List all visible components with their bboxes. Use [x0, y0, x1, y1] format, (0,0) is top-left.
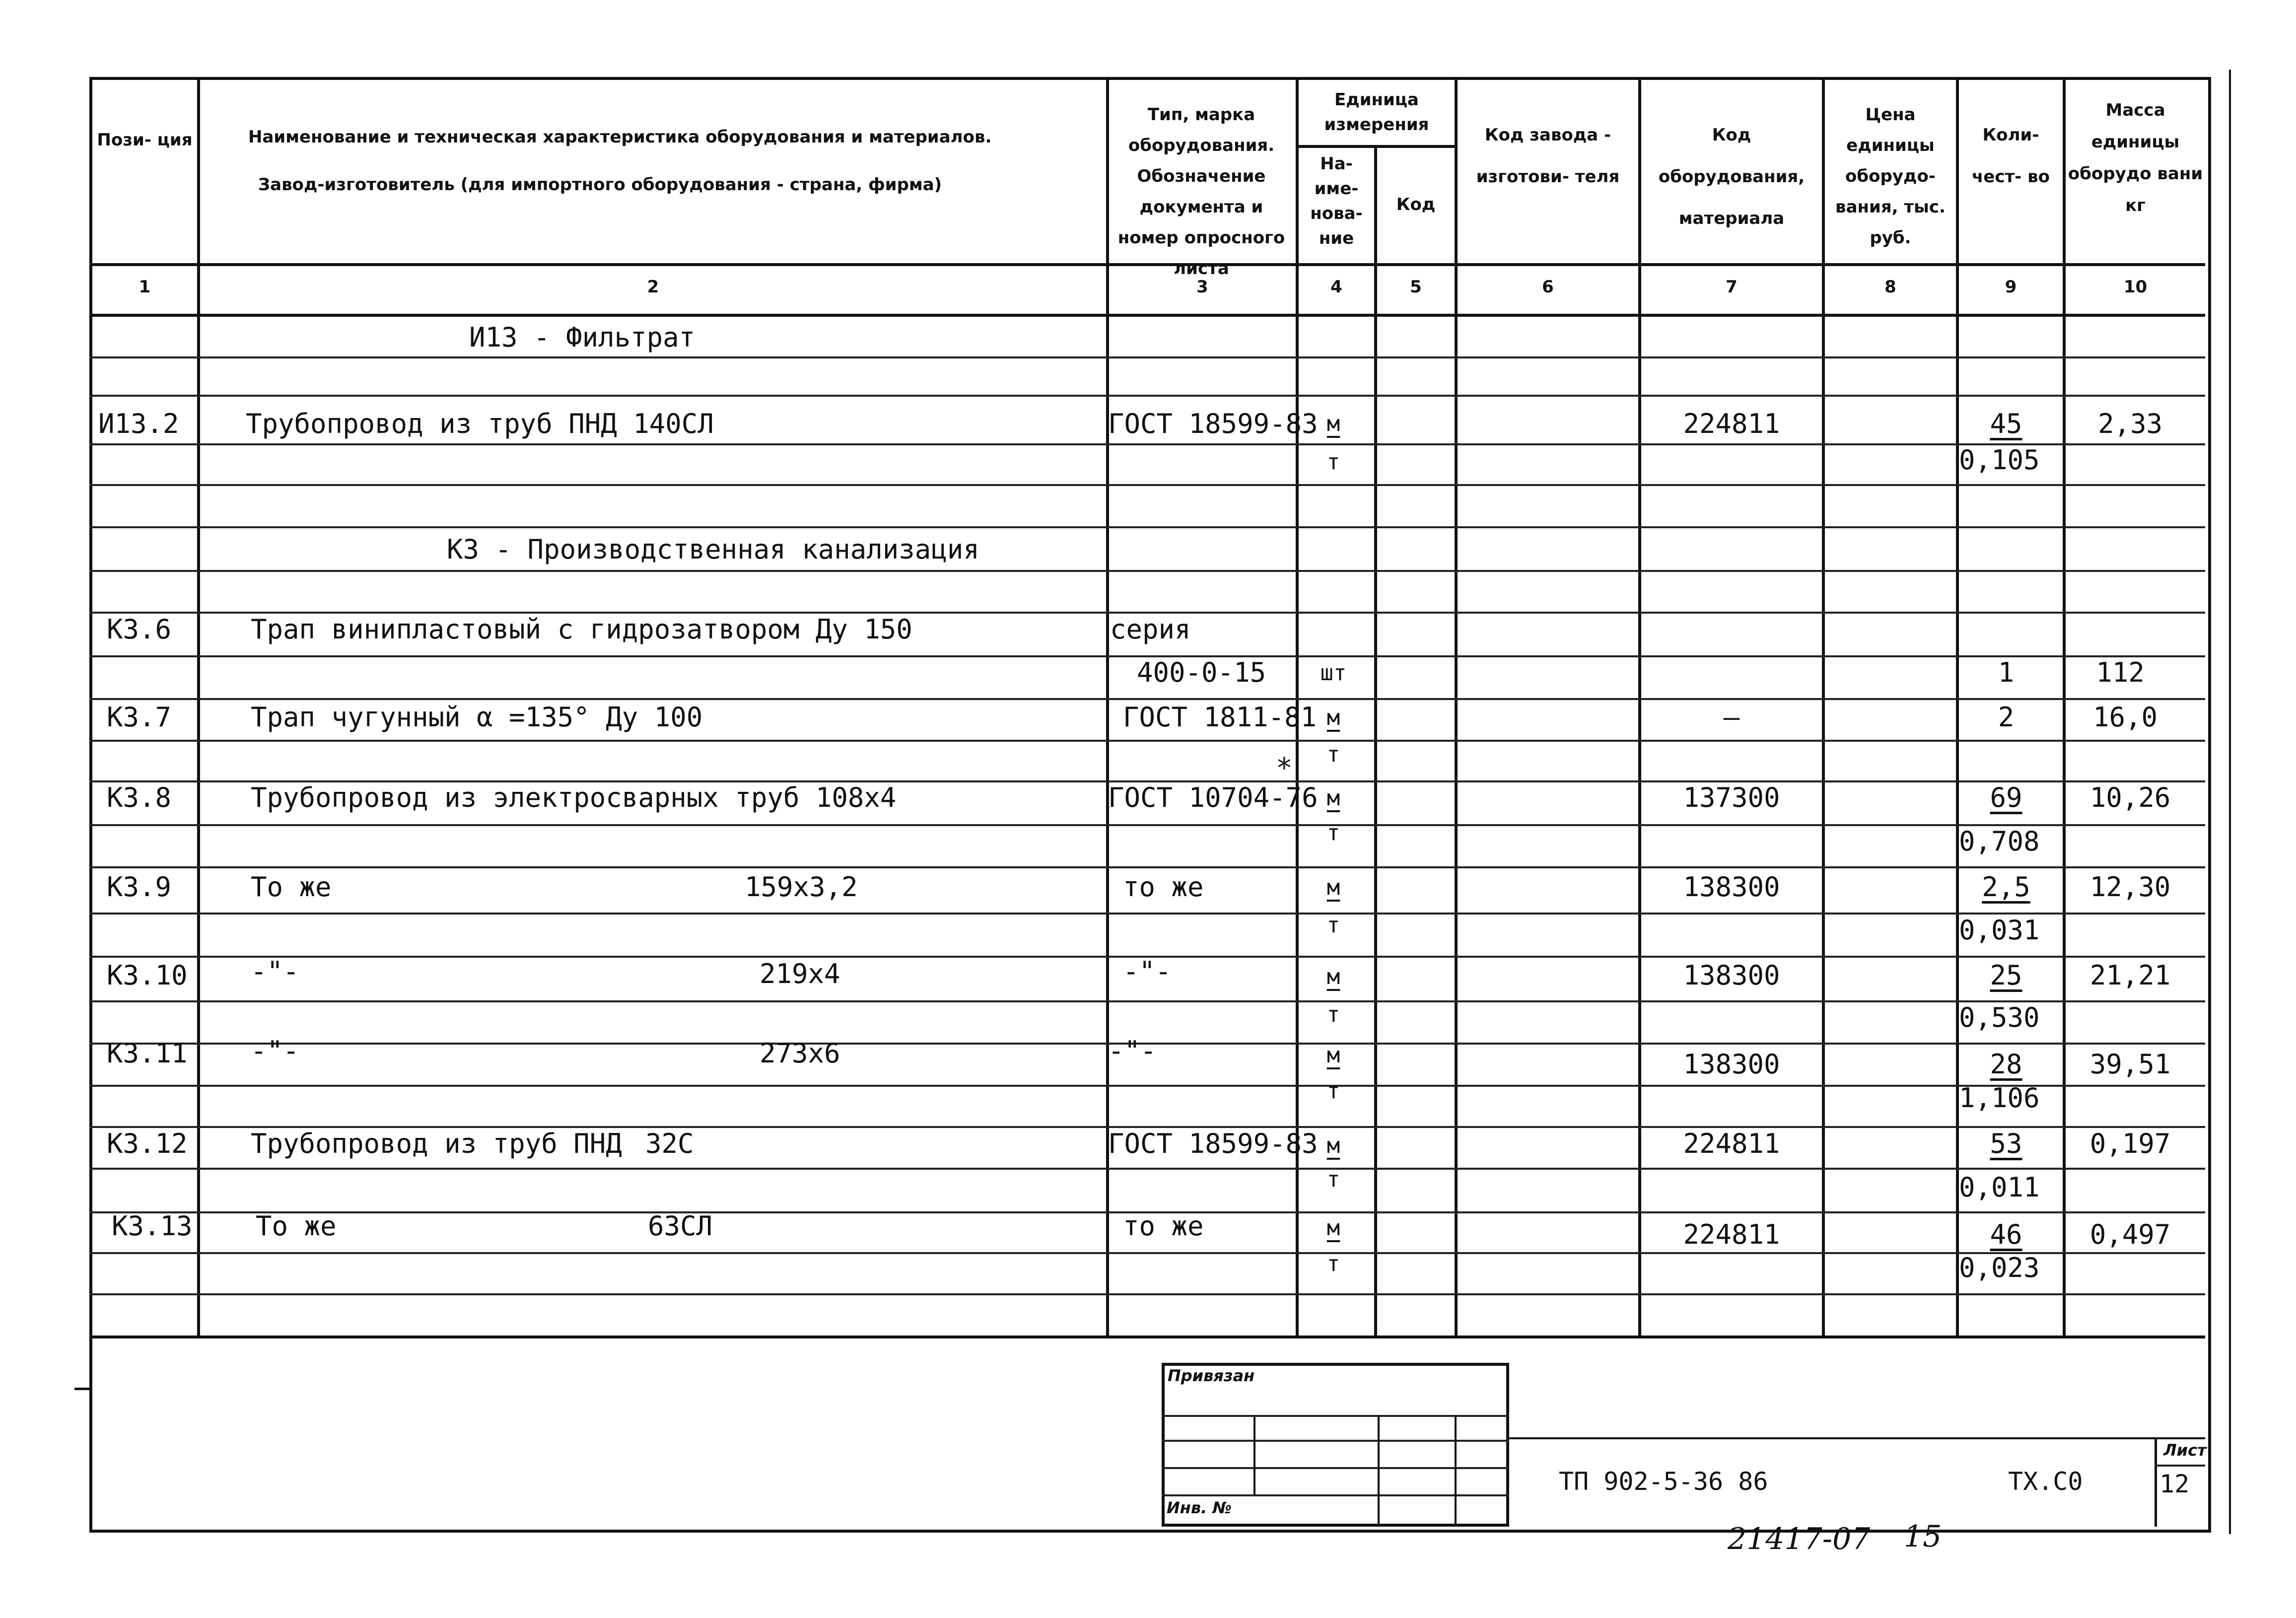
sheet-box-line	[2155, 1465, 2205, 1467]
section-title: К3 - Производственная канализация	[447, 534, 979, 565]
right-edge-line	[2229, 70, 2231, 1534]
row-line	[89, 395, 2205, 397]
header-type: Тип, марка оборудования. Обозначение документа и номер опросного листа	[1117, 105, 1285, 279]
type-doc: ГОСТ 10704-76	[1108, 782, 1318, 813]
quantity: 0,011	[1959, 1172, 2040, 1203]
row-line	[89, 570, 2205, 572]
stamp-line	[1162, 1494, 1509, 1496]
mass: 39,51	[2089, 1049, 2171, 1080]
position: К3.6	[107, 614, 172, 645]
stamp-line	[1162, 1440, 1509, 1442]
mass: 16,0	[2092, 702, 2158, 733]
item-size: 273х6	[760, 1038, 840, 1069]
item-name: То же	[256, 1210, 337, 1242]
item-name: Трап чугунный α =135° Ду 100	[251, 702, 703, 733]
handwritten-page: 15	[1904, 1519, 1942, 1554]
material-code: 137300	[1683, 782, 1780, 813]
colnum-9: 9	[2005, 277, 2017, 297]
colnum-7: 7	[1726, 277, 1738, 297]
row-line	[89, 1000, 2205, 1002]
table-bottom-line	[89, 1336, 2205, 1338]
col-line	[1455, 77, 1458, 1338]
type-doc: ГОСТ 18599-83	[1108, 408, 1318, 439]
unit: шт	[1320, 660, 1347, 686]
handwritten-number: 21417-07	[1728, 1522, 1871, 1556]
material-code: 138300	[1683, 1049, 1780, 1080]
colnum-5: 5	[1410, 277, 1422, 297]
header-mass: Масса единицы оборудо вани кг	[2068, 100, 2203, 215]
position: К3.7	[107, 702, 172, 733]
material-code: 224811	[1683, 1219, 1780, 1250]
quantity: 2	[1998, 702, 2015, 733]
item-size: 63СЛ	[648, 1210, 713, 1242]
material-code: –	[1723, 702, 1740, 733]
position: К3.13	[112, 1210, 193, 1242]
material-code: 224811	[1683, 408, 1780, 439]
item-name: Трубопровод из электросварных труб 108х4	[251, 782, 897, 813]
colnum-4: 4	[1330, 277, 1342, 297]
unit: т	[1326, 1167, 1340, 1192]
material-code: 138300	[1683, 871, 1780, 903]
unit-subheader-line	[1296, 145, 1455, 148]
unit: т	[1326, 742, 1340, 767]
header-unit-code: Код	[1396, 195, 1436, 214]
quantity: 46	[1990, 1219, 2022, 1250]
row-line	[89, 443, 2205, 445]
item-size: 219х4	[760, 958, 840, 989]
unit: м	[1326, 1133, 1340, 1158]
quantity: 0,105	[1959, 444, 2040, 476]
item-name: Трубопровод из труб ПНД	[251, 1128, 622, 1159]
colnum-2: 2	[647, 277, 659, 297]
mass: 0,497	[2089, 1219, 2171, 1250]
mass: 12,30	[2089, 871, 2171, 903]
item-name: Трап винипластовый с гидрозатвором Ду 150	[251, 614, 912, 645]
item-name: -"-	[251, 1035, 299, 1066]
row-line	[89, 913, 2205, 915]
item-name: -"-	[251, 956, 299, 987]
row-line	[89, 1293, 2205, 1295]
type-doc: то же	[1123, 1210, 1204, 1242]
position: К3.11	[107, 1038, 188, 1069]
header-plant-code: Код завода - изготови- теля	[1476, 125, 1620, 187]
row-line	[89, 1252, 2205, 1254]
row-line	[89, 740, 2205, 742]
type-doc: ГОСТ 1811-81	[1123, 702, 1317, 733]
mass: 21,21	[2089, 960, 2171, 991]
quantity: 1,106	[1959, 1082, 2040, 1114]
quantity: 0,031	[1959, 915, 2040, 946]
mass: 10,26	[2089, 782, 2171, 813]
unit: т	[1326, 1002, 1340, 1027]
stamp-line	[1162, 1467, 1509, 1469]
mass: 112	[2096, 657, 2145, 688]
footnote-mark: *	[1276, 752, 1293, 784]
quantity: 1	[1998, 657, 2015, 688]
document-mark: ТХ.С0	[2008, 1467, 2083, 1496]
type-doc: серия	[1110, 614, 1191, 645]
unit: м	[1326, 705, 1340, 730]
stamp-col	[1378, 1415, 1380, 1527]
unit: м	[1326, 964, 1340, 989]
titleblock-top	[1509, 1437, 2205, 1439]
position: К3.10	[107, 960, 188, 991]
sheet-label: Лист	[2163, 1441, 2207, 1460]
header-price: Цена единицы оборудо- вания, тыс. руб.	[1835, 105, 1946, 248]
quantity: 28	[1990, 1049, 2022, 1080]
quantity: 25	[1990, 960, 2022, 991]
colnum-1: 1	[139, 277, 151, 297]
stamp-col	[1253, 1415, 1255, 1494]
type-doc: 400-0-15	[1137, 657, 1266, 688]
position: К3.12	[107, 1128, 188, 1159]
unit: м	[1326, 785, 1340, 811]
quantity: 69	[1990, 782, 2022, 813]
document-code: ТП 902-5-36 86	[1559, 1467, 1768, 1496]
unit: м	[1326, 1043, 1340, 1068]
row-line	[89, 526, 2205, 528]
type-doc: ГОСТ 18599-83	[1108, 1128, 1318, 1159]
item-name: Трубопровод из труб ПНД 140СЛ	[246, 408, 714, 439]
unit: м	[1326, 411, 1340, 436]
col-line	[1822, 77, 1825, 1338]
unit: т	[1326, 449, 1340, 475]
quantity: 2,5	[1982, 871, 2030, 903]
stamp-line	[1162, 1415, 1509, 1417]
margin-tick	[74, 1388, 89, 1390]
row-line	[89, 698, 2205, 700]
mass: 0,197	[2089, 1128, 2171, 1159]
header-position: Пози- ция	[97, 130, 193, 150]
row-line	[89, 1085, 2205, 1087]
item-size: 32С	[645, 1128, 694, 1159]
type-doc: -"-	[1108, 1035, 1157, 1066]
header-material-code: Код оборудования, материала	[1658, 125, 1805, 228]
row-line	[89, 484, 2205, 486]
unit: т	[1326, 1078, 1340, 1104]
unit: м	[1326, 875, 1340, 900]
item-size: 159х3,2	[745, 871, 858, 903]
quantity: 0,530	[1959, 1002, 2040, 1033]
row-line	[89, 866, 2205, 868]
header-name-line1: Наименование и техническая характеристика оборудования и материалов.	[248, 127, 992, 147]
quantity: 0,708	[1959, 826, 2040, 857]
row-line	[89, 824, 2205, 826]
position: К3.8	[107, 782, 172, 813]
header-name-line2: Завод-изготовитель (для импортного оборудования - страна, фирма)	[258, 175, 942, 195]
sheet-number: 12	[2159, 1470, 2190, 1498]
stamp-privyazan: Привязан	[1168, 1366, 1255, 1385]
material-code: 138300	[1683, 960, 1780, 991]
colnum-10: 10	[2123, 277, 2148, 297]
type-doc: то же	[1123, 871, 1204, 903]
colnum-bottom-line	[89, 314, 2205, 317]
position: К3.9	[107, 871, 172, 903]
colnum-3: 3	[1196, 277, 1208, 297]
col-line	[197, 77, 200, 1338]
header-quantity: Коли- чест- во	[1971, 125, 2050, 187]
material-code: 224811	[1683, 1128, 1780, 1159]
unit: т	[1326, 913, 1340, 938]
colnum-8: 8	[1884, 277, 1896, 297]
item-name: То же	[251, 871, 332, 903]
section-title: И13 - Фильтрат	[469, 322, 696, 353]
quantity: 45	[1990, 408, 2022, 439]
row-line	[89, 356, 2205, 358]
quantity: 0,023	[1959, 1252, 2040, 1283]
unit: м	[1326, 1215, 1340, 1241]
stamp-col	[1455, 1415, 1457, 1527]
row-line	[89, 1168, 2205, 1170]
header-unit-name: На- име- нова- ние	[1310, 154, 1363, 248]
header-unit-title: Единица измерения	[1324, 90, 1429, 135]
colnum-6: 6	[1542, 277, 1554, 297]
quantity: 53	[1990, 1128, 2022, 1159]
stamp-inv: Инв. №	[1167, 1498, 1232, 1517]
position: И13.2	[98, 408, 179, 439]
unit: т	[1326, 1251, 1340, 1276]
mass: 2,33	[2097, 408, 2163, 439]
unit: т	[1326, 820, 1340, 845]
type-doc: -"-	[1123, 956, 1172, 987]
